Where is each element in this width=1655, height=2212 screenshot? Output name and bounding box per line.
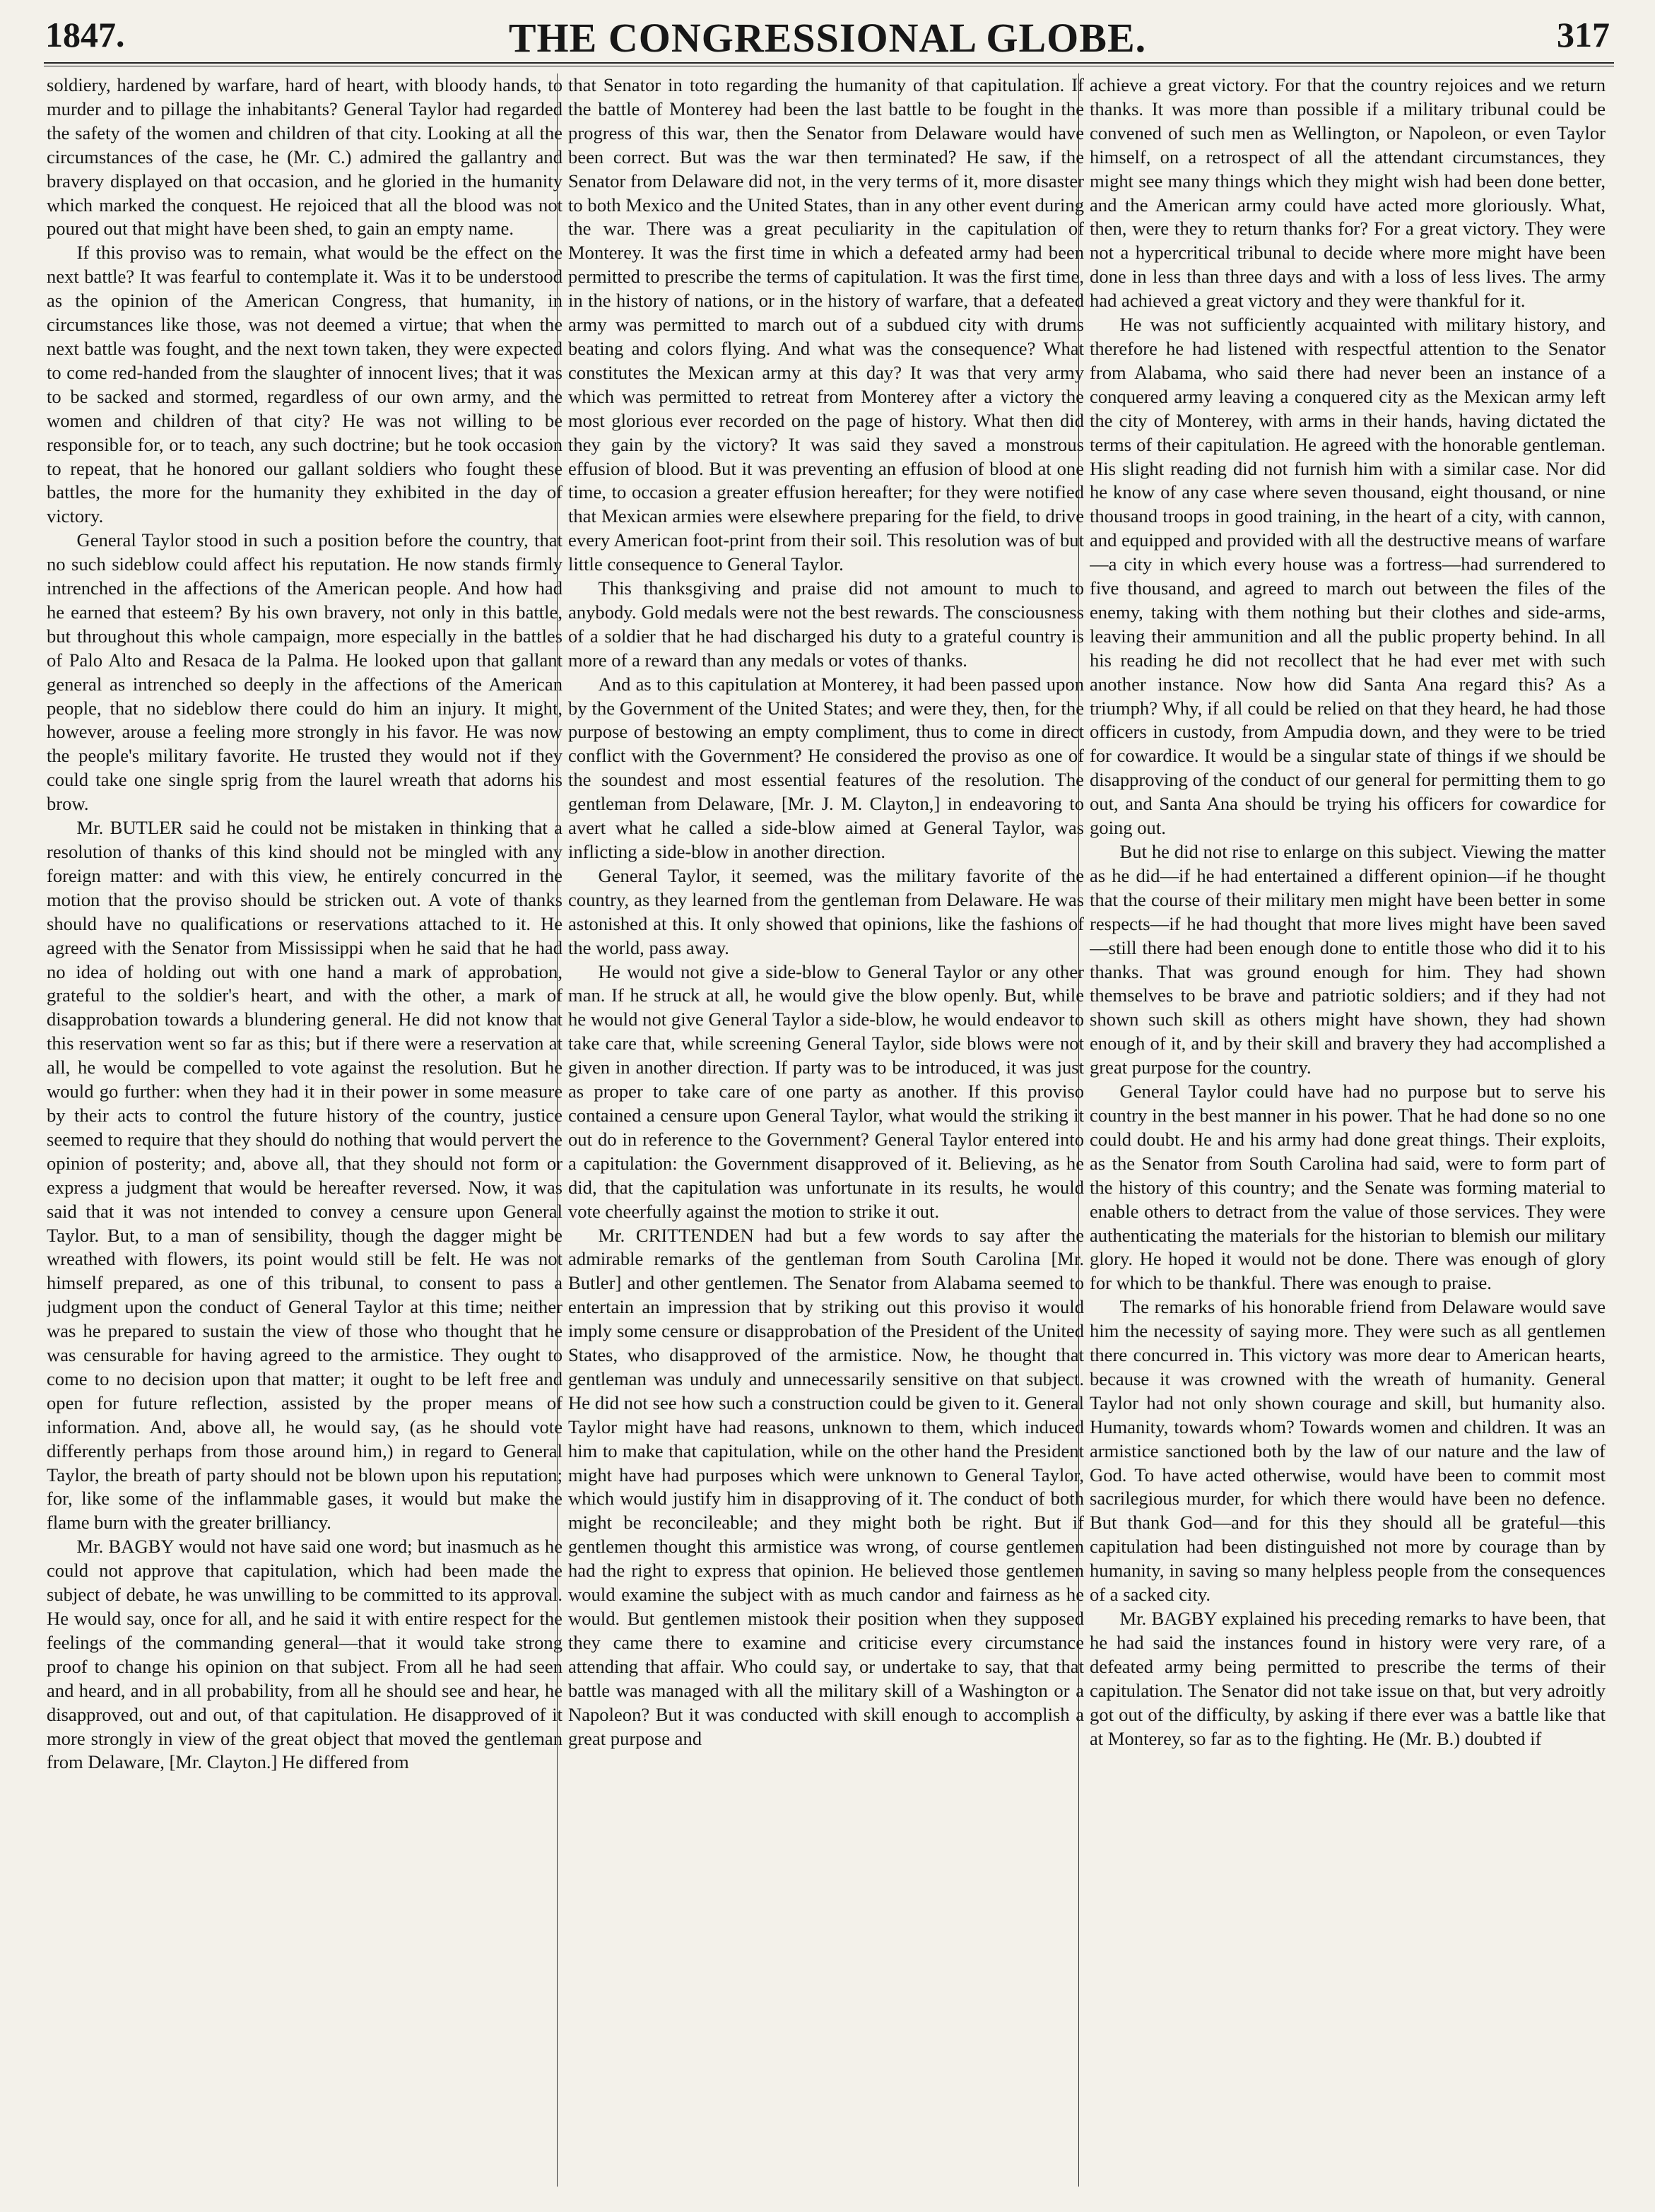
header-rule: [44, 62, 1614, 66]
paragraph: Mr. BUTLER said he could not be mistaken in thinking that a resolution of thanks of this kind should not be mingled with any foreign matter: and with this view, he entirely concurred in the motion that the proviso should be stricken out. A vote of thanks should have no qualifications or reservations attached to it. He agreed with the Senator from Mississippi when he said that he had no idea of holding out with one hand a mark of approbation, grateful to the soldier's heart, and with the other, a mark of disapprobation towards a blundering general. He did not know that this reservation went so far as this; but if there were a reservation at all, he would be compelled to vote against the resolution. But he would go further: when they had it in their power in some measure by their acts to control the future history of the country, justice seemed to require that they should do nothing that would pervert the opinion of posterity; and, above all, that they should not form or express a judgment that would be hereafter reversed. Now, it was said that it was not intended to convey a censure upon General Taylor. But, to a man of sensibility, though the dagger might be wreathed with flowers, its point would still be felt. He was not himself prepared, as one of this tribunal, to consent to pass a judgment upon the conduct of General Taylor at this time; neither was he prepared to sustain the view of those who thought that he was censurable for having agreed to the armistice. They ought to come to no decision upon that matter; it ought to be left free and open for future reflection, assisted by the proper means of information. And, above all, he would say, (as he should vote differently perhaps from those around him,) in regard to General Taylor, the breath of party should not be blown upon his reputation; for, like some of the inflammable gases, it would but make the flame burn with the greater brilliancy.: [47, 817, 563, 1534]
paragraph: General Taylor could have had no purpose but to serve his country in the best manner in his power. That he had done so no one could doubt. He and his army had done great things. Their exploits, as the Senator from South Carolina had said, were to form part of the history of this country; and the Senate was forming material to enable others to detract from the value of those services. They were authenticating the materials for the historian to blemish our military glory. He hoped it would not be done. There was enough of glory for which to be thankful. There was enough to praise.: [1090, 1081, 1606, 1294]
page-number: 317: [1557, 15, 1610, 54]
paragraph: Mr. CRITTENDEN had but a few words to say after the admirable remarks of the gentleman from South Carolina [Mr. Butler] and other gentlemen. The Senator from Alabama seemed to entertain an impression that by striking out this proviso it would imply some censure or disapprobation of the President of the United States, who disapproved of the armistice. Now, he thought that gentleman was unduly and unnecessarily sensitive on that subject. He did not see how such a construction could be given to it. General Taylor might have had reasons, unknown to them, which induced him to make that capitulation, while on the other hand the President might have had purposes which were unknown to General Taylor, which would justify him in disapproving of it. The conduct of both might be reconcileable; and they might both be right. But if gentlemen thought this armistice was wrong, of course gentlemen had the right to express that opinion. He believed those gentlemen would examine the subject with as much candor and fairness as he would. But gentlemen mistook their position when they supposed they came there to examine and criticise every circumstance attending that affair. Who could say, or undertake to say, that that battle was managed with all the military skill of a Washington or a Napoleon? But it was conducted with skill enough to accomplish a great purpose and: [568, 1224, 1084, 1749]
column-divider: [557, 73, 558, 2187]
page-header: [45, 14, 1610, 61]
paragraph: General Taylor stood in such a position before the country, that no such sideblow could affect his reputation. He now stands firmly intrenched in the affections of the American people. And how had he earned that esteem? By his own bravery, not only in this battle, but throughout this whole campaign, more especially in the battles of Palo Alto and Resaca de la Palma. He looked upon that gallant general as intrenched so deeply in the affections of the American people, that no sideblow there could do him an injury. It might, however, arouse a feeling more strongly in his favor. He was now the people's military favorite. He trusted they would not if they could take one single sprig from the laurel wreath that adorns his brow.: [47, 529, 563, 815]
paragraph: If this proviso was to remain, what would be the effect on the next battle? It was fearful to contemplate it. Was it to be understood as the opinion of the American Congress, that humanity, in circumstances like those, was not deemed a virtue; that when the next battle was fought, and the next town taken, they were expected to come red-handed from the slaughter of innocent lives; that it was to be sacked and stormed, regardless of our own army, and the women and children of that city? He was not willing to be responsible for, or to teach, any such doctrine; but he took occasion to repeat, that he honored our gallant soldiers who fought these battles, the more for the humanity they exhibited in the day of victory.: [47, 242, 563, 527]
paragraph: General Taylor, it seemed, was the military favorite of the country, as they learned from the gentleman from Delaware. He was astonished at this. It only showed that opinions, like the fashions of the world, pass away.: [568, 864, 1084, 958]
paragraph: The remarks of his honorable friend from Delaware would save him the necessity of saying more. They were such as all gentlemen there concurred in. This victory was more dear to American hearts, because it was crowned with the wreath of humanity. General Taylor had not only shown courage and skill, but humanity also. Humanity, towards whom? Towards women and children. It was an armistice sanctioned both by the law of our nature and the law of God. To have acted otherwise, would have been to commit most sacrilegious murder, for which there would have been no defence. But thank God—and for this they should all be grateful—this capitulation had been distinguished not more by courage than by humanity, in saving so many helpless people from the consequences of a sacked city.: [1090, 1296, 1606, 1606]
paragraph: And as to this capitulation at Monterey, it had been passed upon by the Government of the United States; and were they, then, for the purpose of bestowing an empty compliment, thus to come in direct conflict with the Government? He considered the proviso as one of the soundest and most essential features of the resolution. The gentleman from Delaware, [Mr. J. M. Clayton,] in endeavoring to avert what he called a side-blow aimed at General Taylor, was inflicting a side-blow in another direction.: [568, 673, 1084, 862]
paragraph: He was not sufficiently acquainted with military history, and therefore he had listened with respectful attention to the Senator from Alabama, who said there had never been an instance of a conquered army leaving a conquered city as the Mexican army left the city of Monterey, with arms in their hands, having dictated the terms of their capitulation. He agreed with the honorable gentleman. His slight reading did not furnish him with a similar case. Nor did he know of any case where seven thousand, eight thousand, or nine thousand troops in good training, in the heart of a city, with cannon, and equipped and provided with all the destructive means of warfare—a city in which every house was a fortress—had surrendered to five thousand, and agreed to march out between the files of the enemy, taking with them nothing but their clothes and side-arms, leaving their ammunition and all the public property behind. In all his reading he did not recollect that he had ever met with such another instance. Now how did Santa Ana regard this? As a triumph? Why, if all could be relied on that they heard, he had those officers in custody, from Ampudia down, and they were to be tried for cowardice. It would be a singular state of things if we should be disapproving of the conduct of our general for permitting them to go out, and Santa Ana should be trying his officers for cowardice for going out.: [1090, 314, 1606, 839]
column-divider: [1078, 73, 1079, 2187]
paragraph: He would not give a side-blow to General Taylor or any other man. If he struck at all, he would give the blow openly. But, while he would not give General Taylor a side-blow, he would endeavor to take care that, while screening General Taylor, side blows were not given in another direction. If party was to be introduced, it was just as proper to take care of one party as another. If this proviso contained a censure upon General Taylor, what would the striking it out do in reference to the Government? General Taylor entered into a capitulation: the Government disapproved of it. Believing, as he did, that the capitulation was unfortunate in its results, he would vote cheerfully against the motion to strike it out.: [568, 960, 1084, 1222]
text-column-3: [1090, 73, 1606, 2194]
paragraph: Mr. BAGBY explained his preceding remarks to have been, that he had said the instances found in history were very rare, of a defeated army being permitted to prescribe the terms of their capitulation. The Senator did not take issue on that, but very adroitly got out of the difficulty, by asking if there ever was a battle like that at Monterey, so far as to the fighting. He (Mr. B.) doubted if: [1090, 1608, 1606, 1749]
paragraph: Mr. BAGBY would not have said one word; but inasmuch as he could not approve that capitulation, which had been made the subject of debate, he was unwilling to be committed to its approval. He would say, once for all, and he said it with entire respect for the feelings of the commanding general—that it would take strong proof to change his opinion on that subject. From all he had seen and heard, and in all probability, from all he should see and hear, he disapproved, out and out, of that capitulation. He disapproved of it more strongly in view of the great object that moved the gentleman from Delaware, [Mr. Clayton.] He differed from: [47, 1536, 563, 1773]
paragraph: achieve a great victory. For that the country rejoices and we return thanks. It was more than possible if a military tribunal could be convened of such men as Wellington, or Napoleon, or even Taylor himself, on a retrospect of all the attendant circumstances, they might see many things which they might wish had been done better, and the American army could have acted more gloriously. What, then, were they to return thanks for? For a great victory. They were not a hypercritical tribunal to decide where more might have been done in less than three days and with a loss of less lives. The army had achieved a great victory and they were thankful for it.: [1090, 74, 1606, 312]
paragraph: soldiery, hardened by warfare, hard of heart, with bloody hands, to murder and to pillage the inhabitants? General Taylor had regarded the safety of the women and children of that city. Looking at all the circumstances of the case, he (Mr. C.) admired the gallantry and bravery displayed on that occasion, and he gloried in the humanity which marked the conquest. He rejoiced that all the blood was not poured out that might have been shed, to gain an empty name.: [47, 74, 563, 240]
header-year: 1847.: [45, 15, 125, 54]
paragraph: that Senator in toto regarding the humanity of that capitulation. If the battle of Monterey had been the last battle to be fought in the progress of this war, then the Senator from Delaware would have been correct. But was the war then terminated? He saw, if the Senator from Delaware did not, in the very terms of it, more disaster to both Mexico and the United States, than in any other event during the war. There was a great peculiarity in the capitulation of Monterey. It was the first time in which a defeated army had been permitted to prescribe the terms of capitulation. It was the first time, in the history of nations, or in the history of warfare, that a defeated army was permitted to march out of a subdued city with drums beating and colors flying. And what was the consequence? What constitutes the Mexican army at this day? It was that very army which was permitted to retreat from Monterey after a victory the most glorious ever recorded on the page of history. What then did they gain by the victory? It was said they saved a monstrous effusion of blood. But it was preventing an effusion of blood at one time, to occasion a greater effusion hereafter; for they were notified that Mexican armies were elsewhere preparing for the field, to drive every American foot-print from their soil. This resolution was of but little consequence to General Taylor.: [568, 74, 1084, 575]
newspaper-title: THE CONGRESSIONAL GLOBE.: [508, 15, 1147, 61]
paragraph: But he did not rise to enlarge on this subject. Viewing the matter as he did—if he had entertained a different opinion—if he thought that the course of their military men might have been better in some respects—if he had thought that more lives might have been saved—still there had been enough done to entitle those who did it to his thanks. That was ground enough for him. They had shown themselves to be brave and patriotic soldiers; and if they had not shown such skill as others might have shown, they had shown enough of it, and by their skill and bravery they had accomplished a great purpose for the country.: [1090, 841, 1606, 1078]
text-column-2: [568, 73, 1084, 2194]
paragraph: This thanksgiving and praise did not amount to much to anybody. Gold medals were not the best rewards. The consciousness of a soldier that he had discharged his duty to a grateful country is more of a reward than any medals or votes of thanks.: [568, 577, 1084, 671]
text-column-1: [47, 73, 563, 2194]
